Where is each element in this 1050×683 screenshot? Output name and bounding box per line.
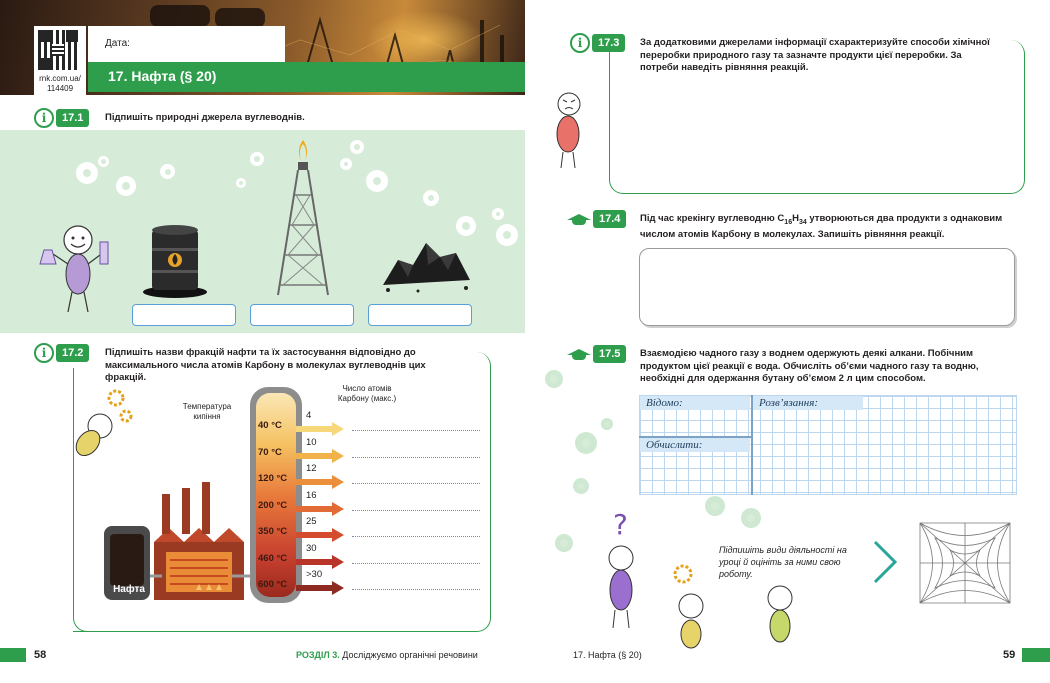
bubble-decoration	[340, 158, 352, 170]
solution-label: Розв’язання:	[753, 396, 863, 410]
bubble-decoration	[601, 418, 613, 430]
carbon-atom-count: 30	[306, 542, 317, 554]
scientist-character-image	[38, 222, 118, 332]
graduation-cap-icon	[567, 211, 591, 227]
fraction-arrow	[296, 449, 346, 463]
task-17-5-text: Взаємодією чадного газу з воднем одержують деякі алкани. Побічним продуктом цієї реакції є вода. Обчисліть об’єми чадного газу та водню, необхідні для одержання бутану об’ємом 2 л цим способом.	[640, 348, 979, 384]
bubble-decoration	[545, 370, 563, 388]
fraction-answer-line[interactable]	[352, 536, 480, 537]
bubble-decoration	[98, 156, 109, 167]
distillation-column-image	[248, 385, 308, 605]
answer-field-barrel[interactable]	[132, 304, 236, 326]
task-17-4-answer-box	[639, 248, 1015, 326]
oil-derrick-image	[268, 140, 338, 300]
bubble-decoration	[350, 140, 364, 154]
carbon-heading: Число атомів Карбону (макс.)	[337, 384, 397, 403]
bubble-decoration	[555, 534, 573, 552]
section-title: Досліджуємо органічні речовини	[339, 650, 478, 660]
right-page	[525, 0, 1050, 683]
graduation-cap-icon	[567, 346, 591, 362]
lesson-title: 17. Нафта (§ 20)	[108, 68, 217, 84]
answer-field-coal[interactable]	[368, 304, 472, 326]
self-assessment-web-chart[interactable]	[915, 518, 1015, 608]
bubble-decoration	[160, 164, 175, 179]
task-number: 17.5	[593, 345, 626, 363]
fraction-arrow	[296, 475, 346, 489]
fraction-arrow	[296, 422, 346, 436]
bubble-decoration	[456, 216, 476, 236]
footer-bar-right	[1022, 648, 1050, 662]
bubble-decoration	[366, 170, 388, 192]
task-17-1-panel	[0, 130, 525, 333]
svg-text:?: ?	[613, 508, 628, 541]
fraction-answer-line[interactable]	[352, 510, 480, 511]
boiling-temperature-label: 350 °C	[258, 526, 288, 537]
bubble-decoration	[575, 432, 597, 454]
task-17-5-badge	[567, 345, 626, 363]
task-17-4-badge	[567, 210, 626, 228]
task-number: 17.2	[56, 344, 89, 362]
bubble-decoration	[423, 190, 439, 206]
bubble-decoration	[236, 178, 246, 188]
section-label: РОЗДІЛ 3.	[296, 650, 340, 660]
factory-furnace-image	[104, 480, 254, 600]
carbon-atom-count: 10	[306, 436, 317, 448]
info-icon: i	[34, 343, 54, 363]
task-17-1-badge	[34, 108, 89, 128]
bubble-decoration	[116, 176, 136, 196]
fraction-arrow	[296, 581, 346, 595]
qr-link[interactable]: rnk.com.ua/ 114409	[39, 74, 81, 93]
info-icon: i	[34, 108, 54, 128]
footer-bar-left	[0, 648, 26, 662]
fraction-arrow	[296, 555, 346, 569]
temperature-heading: Температура кипіння	[182, 402, 232, 421]
task-17-2-text: Підпишіть назви фракцій нафти та їх застосування відповідно до максимального числа атомів Карбону в молекулах вуглеводнів цих фракцій.	[105, 347, 426, 383]
thinking-character-image	[70, 388, 140, 458]
furnace-label: Нафта	[113, 584, 145, 595]
boiling-temperature-label: 40 °C	[258, 420, 282, 431]
task-17-3-badge	[570, 33, 625, 53]
fraction-answer-line[interactable]	[352, 457, 480, 458]
angry-character-image	[543, 92, 593, 172]
page-number-right: 59	[1003, 649, 1016, 661]
boiling-temperature-label: 600 °C	[258, 579, 288, 590]
task-number: 17.4	[593, 210, 626, 228]
boiling-temperature-label: 120 °C	[258, 473, 288, 484]
bubble-decoration	[492, 208, 504, 220]
boiling-temperature-label: 200 °C	[258, 499, 288, 511]
carbon-atom-count: 4	[306, 410, 312, 421]
task-number: 17.3	[592, 34, 625, 52]
section-caption	[296, 650, 478, 660]
date-label: Дата:	[105, 38, 130, 49]
carbon-atom-count: 12	[306, 463, 317, 474]
info-icon: i	[570, 33, 590, 53]
chapter-caption: 17. Нафта (§ 20)	[573, 650, 642, 660]
reflection-characters-image	[595, 510, 785, 650]
fraction-arrow	[296, 502, 346, 516]
reflection-text: Підпишіть види діяльності на уроці й оцініть за ними свою роботу.	[719, 545, 847, 579]
task-number: 17.1	[56, 109, 89, 127]
coal-pile-image	[378, 235, 478, 295]
task-17-1-text: Підпишіть природні джерела вуглеводнів.	[105, 112, 305, 123]
fraction-answer-line[interactable]	[352, 483, 480, 484]
bubble-decoration	[76, 162, 98, 184]
page-number-left: 58	[34, 649, 47, 661]
bubble-decoration	[573, 478, 589, 494]
boiling-temperature-label: 70 °C	[258, 446, 282, 458]
given-label: Відомо:	[640, 396, 750, 410]
grid-divider	[639, 436, 751, 438]
fraction-answer-line[interactable]	[352, 430, 480, 431]
fraction-arrow	[296, 528, 346, 542]
chevron-right-icon	[871, 540, 901, 584]
find-label: Обчислити:	[640, 438, 750, 452]
task-17-4-text: Під час крекінгу вуглеводню $C_{16}H_{34}$ утворюються два продукти з однаковим числом атомів Карбону в молекулах. Запишіть рівняння реакції.	[640, 213, 1003, 241]
qr-code[interactable]	[38, 30, 78, 70]
carbon-atom-count: >30	[306, 569, 323, 580]
fraction-answer-line[interactable]	[352, 589, 480, 590]
bubble-decoration	[496, 224, 518, 246]
carbon-atom-count: 25	[306, 516, 317, 527]
grid-divider	[751, 395, 753, 495]
fraction-answer-line[interactable]	[352, 563, 480, 564]
answer-field-derrick[interactable]	[250, 304, 354, 326]
task-17-3-text: За додатковими джерелами інформації схарактеризуйте способи хімічної переробки природного газу та зазначте продукти цієї переробки. За потреби наведіть рівняння реакцій.	[640, 37, 990, 73]
carbon-atom-count: 16	[306, 489, 317, 501]
boiling-temperature-label: 460 °C	[258, 552, 288, 564]
bubble-decoration	[250, 152, 264, 166]
oil-barrel-image	[140, 220, 210, 300]
